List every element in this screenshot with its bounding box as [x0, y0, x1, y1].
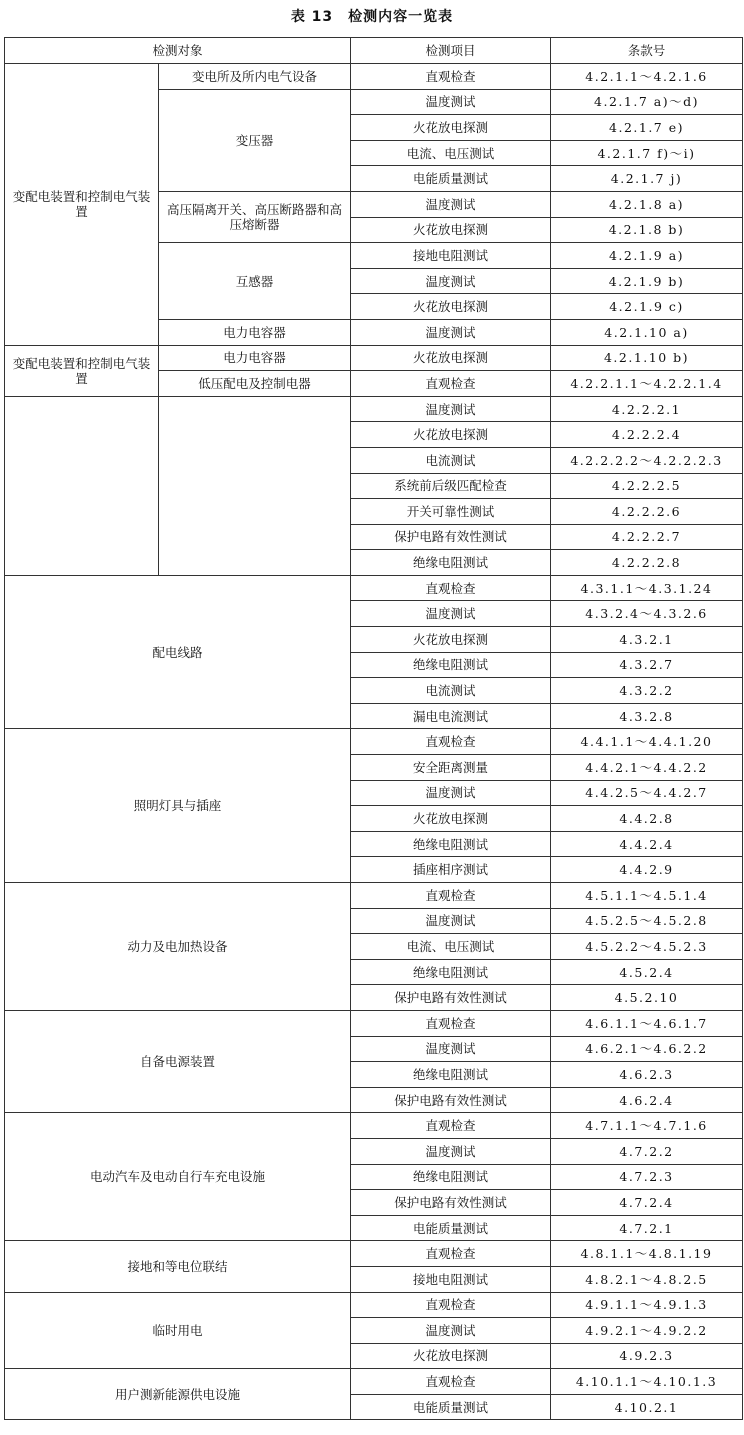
clause-cell: 4.7.2.2	[551, 1138, 743, 1164]
table-row	[5, 1113, 743, 1139]
table-title: 表 13 检测内容一览表	[290, 9, 454, 25]
item-cell: 插座相序测试	[351, 857, 551, 883]
object-group-cell: 动力及电加热设备	[5, 883, 351, 1011]
clause-cell: 4.3.2.7	[551, 652, 743, 678]
item-cell: 系统前后级匹配检查	[351, 473, 551, 499]
clause-cell: 4.2.2.2.2～4.2.2.2.3	[551, 447, 743, 473]
object-group-cell: 自备电源装置	[5, 1010, 351, 1112]
header-object: 检测对象	[5, 38, 351, 64]
item-cell: 火花放电探测	[351, 627, 551, 653]
item-cell: 温度测试	[351, 319, 551, 345]
item-cell: 接地电阻测试	[351, 243, 551, 269]
clause-cell: 4.4.2.9	[551, 857, 743, 883]
object-group-cell: 配电线路	[5, 575, 351, 729]
item-cell: 直观检查	[351, 1241, 551, 1267]
clause-cell: 4.2.1.7 f)～i)	[551, 140, 743, 166]
empty-cell	[5, 396, 159, 575]
item-cell: 电能质量测试	[351, 166, 551, 192]
sub-object-cell: 电力电容器	[159, 345, 351, 371]
clause-cell: 4.10.2.1	[551, 1394, 743, 1420]
item-cell: 火花放电探测	[351, 115, 551, 141]
clause-cell: 4.6.2.3	[551, 1062, 743, 1088]
header-item: 检测项目	[351, 38, 551, 64]
item-cell: 温度测试	[351, 396, 551, 422]
clause-cell: 4.4.2.1～4.4.2.2	[551, 755, 743, 781]
clause-cell: 4.3.2.1	[551, 627, 743, 653]
item-cell: 开关可靠性测试	[351, 499, 551, 525]
item-cell: 火花放电探测	[351, 422, 551, 448]
table-row	[5, 1369, 743, 1395]
clause-cell: 4.4.1.1～4.4.1.20	[551, 729, 743, 755]
item-cell: 火花放电探测	[351, 806, 551, 832]
clause-cell: 4.4.2.5～4.4.2.7	[551, 780, 743, 806]
clause-cell: 4.3.1.1～4.3.1.24	[551, 575, 743, 601]
item-cell: 直观检查	[351, 371, 551, 397]
clause-cell: 4.3.2.8	[551, 703, 743, 729]
clause-cell: 4.8.1.1～4.8.1.19	[551, 1241, 743, 1267]
clause-cell: 4.5.1.1～4.5.1.4	[551, 883, 743, 909]
item-cell: 保护电路有效性测试	[351, 1087, 551, 1113]
clause-cell: 4.2.1.9 a)	[551, 243, 743, 269]
sub-object-cell: 电力电容器	[159, 319, 351, 345]
clause-cell: 4.5.2.2～4.5.2.3	[551, 934, 743, 960]
table-row	[5, 729, 743, 755]
clause-cell: 4.7.2.1	[551, 1215, 743, 1241]
item-cell: 绝缘电阻测试	[351, 959, 551, 985]
clause-cell: 4.3.2.2	[551, 678, 743, 704]
item-cell: 火花放电探测	[351, 1343, 551, 1369]
item-cell: 电流测试	[351, 447, 551, 473]
clause-cell: 4.2.2.2.7	[551, 524, 743, 550]
item-cell: 保护电路有效性测试	[351, 524, 551, 550]
item-cell: 绝缘电阻测试	[351, 550, 551, 576]
object-group-cell: 用户测新能源供电设施	[5, 1369, 351, 1420]
clause-cell: 4.2.2.2.4	[551, 422, 743, 448]
clause-cell: 4.9.2.3	[551, 1343, 743, 1369]
clause-cell: 4.9.1.1～4.9.1.3	[551, 1292, 743, 1318]
item-cell: 直观检查	[351, 1010, 551, 1036]
item-cell: 接地电阻测试	[351, 1266, 551, 1292]
item-cell: 绝缘电阻测试	[351, 1164, 551, 1190]
object-group-cell: 接地和等电位联结	[5, 1241, 351, 1292]
table-row	[5, 1292, 743, 1318]
item-cell: 温度测试	[351, 601, 551, 627]
item-cell: 电能质量测试	[351, 1394, 551, 1420]
clause-cell: 4.2.1.7 e)	[551, 115, 743, 141]
item-cell: 绝缘电阻测试	[351, 1062, 551, 1088]
item-cell: 绝缘电阻测试	[351, 831, 551, 857]
item-cell: 温度测试	[351, 268, 551, 294]
clause-cell: 4.9.2.1～4.9.2.2	[551, 1318, 743, 1344]
item-cell: 直观检查	[351, 1369, 551, 1395]
clause-cell: 4.2.2.2.1	[551, 396, 743, 422]
item-cell: 直观检查	[351, 729, 551, 755]
item-cell: 温度测试	[351, 1036, 551, 1062]
item-cell: 保护电路有效性测试	[351, 985, 551, 1011]
table-row	[5, 396, 743, 422]
clause-cell: 4.2.2.2.5	[551, 473, 743, 499]
clause-cell: 4.5.2.10	[551, 985, 743, 1011]
clause-cell: 4.7.2.3	[551, 1164, 743, 1190]
clause-cell: 4.2.2.1.1～4.2.2.1.4	[551, 371, 743, 397]
clause-cell: 4.8.2.1～4.8.2.5	[551, 1266, 743, 1292]
inspection-table	[4, 37, 743, 1420]
item-cell: 温度测试	[351, 89, 551, 115]
item-cell: 直观检查	[351, 1292, 551, 1318]
object-group-cell: 变配电装置和控制电气装置	[5, 64, 159, 346]
item-cell: 直观检查	[351, 1113, 551, 1139]
table-row	[5, 64, 743, 90]
table-row	[5, 345, 743, 371]
item-cell: 温度测试	[351, 1318, 551, 1344]
item-cell: 直观检查	[351, 883, 551, 909]
header-row	[5, 38, 743, 64]
item-cell: 温度测试	[351, 1138, 551, 1164]
item-cell: 直观检查	[351, 64, 551, 90]
clause-cell: 4.6.2.4	[551, 1087, 743, 1113]
table-row	[5, 883, 743, 909]
clause-cell: 4.2.1.8 b)	[551, 217, 743, 243]
sub-object-cell: 互感器	[159, 243, 351, 320]
clause-cell: 4.2.1.7 j)	[551, 166, 743, 192]
item-cell: 电能质量测试	[351, 1215, 551, 1241]
item-cell: 直观检查	[351, 575, 551, 601]
clause-cell: 4.2.1.10 b)	[551, 345, 743, 371]
item-cell: 漏电电流测试	[351, 703, 551, 729]
clause-cell: 4.2.1.7 a)～d)	[551, 89, 743, 115]
table-row	[5, 1241, 743, 1267]
item-cell: 电流测试	[351, 678, 551, 704]
clause-cell: 4.5.2.5～4.5.2.8	[551, 908, 743, 934]
empty-cell	[159, 396, 351, 575]
header-clause: 条款号	[551, 38, 743, 64]
item-cell: 电流、电压测试	[351, 140, 551, 166]
sub-object-cell: 高压隔离开关、高压断路器和高压熔断器	[159, 191, 351, 242]
clause-cell: 4.2.1.9 b)	[551, 268, 743, 294]
clause-cell: 4.6.1.1～4.6.1.7	[551, 1010, 743, 1036]
table-body	[5, 64, 743, 1420]
clause-cell: 4.2.2.2.8	[551, 550, 743, 576]
clause-cell: 4.2.1.1～4.2.1.6	[551, 64, 743, 90]
sub-object-cell: 变压器	[159, 89, 351, 191]
clause-cell: 4.7.1.1～4.7.1.6	[551, 1113, 743, 1139]
item-cell: 保护电路有效性测试	[351, 1190, 551, 1216]
clause-cell: 4.2.1.10 a)	[551, 319, 743, 345]
item-cell: 火花放电探测	[351, 217, 551, 243]
table-row	[5, 1010, 743, 1036]
item-cell: 电流、电压测试	[351, 934, 551, 960]
clause-cell: 4.4.2.4	[551, 831, 743, 857]
object-group-cell: 临时用电	[5, 1292, 351, 1369]
clause-cell: 4.4.2.8	[551, 806, 743, 832]
item-cell: 火花放电探测	[351, 294, 551, 320]
clause-cell: 4.3.2.4～4.3.2.6	[551, 601, 743, 627]
table-row	[5, 575, 743, 601]
object-group-cell: 变配电装置和控制电气装置	[5, 345, 159, 396]
item-cell: 安全距离测量	[351, 755, 551, 781]
item-cell: 温度测试	[351, 780, 551, 806]
clause-cell: 4.6.2.1～4.6.2.2	[551, 1036, 743, 1062]
clause-cell: 4.2.1.8 a)	[551, 191, 743, 217]
object-group-cell: 照明灯具与插座	[5, 729, 351, 883]
clause-cell: 4.2.2.2.6	[551, 499, 743, 525]
sub-object-cell: 变电所及所内电气设备	[159, 64, 351, 90]
clause-cell: 4.10.1.1～4.10.1.3	[551, 1369, 743, 1395]
object-group-cell: 电动汽车及电动自行车充电设施	[5, 1113, 351, 1241]
clause-cell: 4.2.1.9 c)	[551, 294, 743, 320]
clause-cell: 4.7.2.4	[551, 1190, 743, 1216]
item-cell: 温度测试	[351, 191, 551, 217]
item-cell: 火花放电探测	[351, 345, 551, 371]
item-cell: 温度测试	[351, 908, 551, 934]
clause-cell: 4.5.2.4	[551, 959, 743, 985]
sub-object-cell: 低压配电及控制电器	[159, 371, 351, 397]
item-cell: 绝缘电阻测试	[351, 652, 551, 678]
